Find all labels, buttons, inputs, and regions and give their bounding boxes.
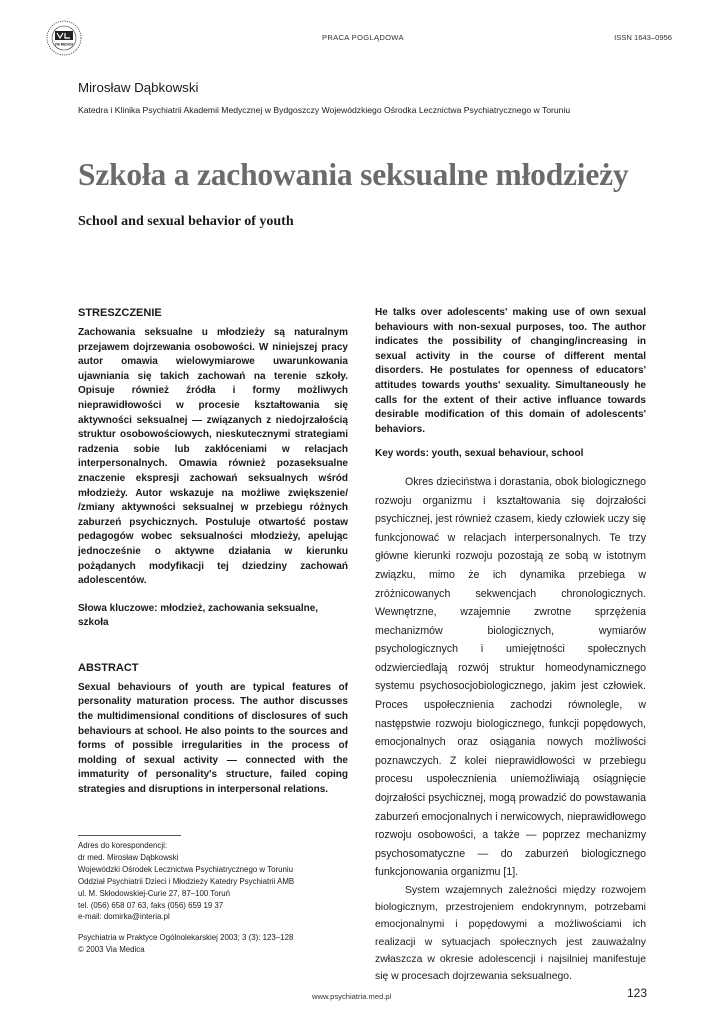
correspondence-block bbox=[78, 840, 348, 923]
correspondence-phone: tel. (056) 658 07 63, faks (056) 659 19 37 bbox=[78, 900, 224, 910]
abstract-text-right: He talks over adolescents' making use of own sexual behaviours with non-sexual purposes, too. The author indicates the possibility of changing/increasing in sexual activity in the course of different mental disorders. He postulates for openness of educators' attitudes towards youths' sexuality. Simultaneously he calls for the extent of their active influance towards desirable modification of this domain of adolescents' behaviors. bbox=[375, 307, 646, 435]
via-medica-logo bbox=[46, 20, 82, 56]
copyright: © 2003 Via Medica bbox=[78, 944, 145, 954]
right-column bbox=[375, 306, 646, 985]
left-column bbox=[78, 306, 348, 798]
citation-block bbox=[78, 932, 348, 956]
correspondence-department: Oddział Psychiatrii Dzieci i Młodzieży Katedry Psychiatrii AMB bbox=[78, 876, 295, 886]
footer-url[interactable]: www.psychiatria.med.pl bbox=[312, 992, 392, 1001]
body-paragraph-1: Okres dzieciństwa i dorastania, obok biologicznego rozwoju organizmu i kształtowania się dojrzałości psychicznej, jest również czasem, kiedy człowiek uczy się funkcjonować w relacjach interpersonalnych. Te trzy główne kierunki rozwoju pozostają ze sobą w istotnym związku, mimo że ich dynamika przebiega w zróżnicowanych sekwencjach chronologicznych. Wewnętrzne, wzajemnie zwrotne sprzężenia mechanizmów biologicznych, wymiarów psychologicznych i umiejętności społecznych odzwierciedlają rozwój struktur homeodynamicznego systemu psychosocjobiologicznego, jakim jest człowiek. Proces uspołecznienia zachodzi równolegle, w następstwie rozwoju biologicznego, funkcji popędowych, emocjonalnych oraz osiągania nowych możliwości poznawczych. Z kolei nieprawidłowości w przebiegu procesu uspołecznienia uniemożliwiają osiągnięcie dojrzałości psychicznej, mogą prowadzić do powstawania zaburzeń emocjonalnych i nerwicowych, nieprawidłowego rozwoju osobowości, a także — poprzez mechanizmy psychosomatyczne — do zaburzeń biologicznego funkcjonowania organizmu [1]. bbox=[375, 475, 646, 879]
streszczenie-heading: STRESZCZENIE bbox=[78, 307, 162, 319]
issn: ISSN 1643–0956 bbox=[614, 33, 672, 42]
footnote-rule bbox=[78, 835, 181, 836]
streszczenie-keywords: Słowa kluczowe: młodzież, zachowania seksualne, szkoła bbox=[78, 602, 319, 629]
page-number: 123 bbox=[626, 986, 647, 1000]
correspondence-email[interactable]: e-mail: domirka@interia.pl bbox=[78, 912, 170, 922]
body-paragraph-2: System wzajemnych zależności między rozwojem biologicznym, przestrojeniem endokrynnym, potrzebami emocjonalnymi i popędowymi a możliwościami ich realizacji w sytuacjach społecznych jest zauważalny zwłaszcza w okresie adolescencji i najsilniej manifestuje się w procesach dojrzewania seksualnego. bbox=[375, 885, 646, 983]
logo-text: VIA MEDICA bbox=[54, 42, 74, 47]
author-affiliation: Katedra i Klinika Psychiatrii Akademii Medycznej w Bydgoszczy Wojewódzkiego Ośrodka Lecznictwa Psychiatrycznego w Toruniu bbox=[78, 105, 571, 115]
correspondence-label: Adres do korespondencji: bbox=[78, 841, 168, 850]
abstract-keywords: Key words: youth, sexual behaviour, school bbox=[375, 448, 584, 460]
article-subtitle: School and sexual behavior of youth bbox=[78, 214, 294, 229]
author-name: Mirosław Dąbkowski bbox=[78, 80, 199, 95]
correspondence-institution: Wojewódzki Ośrodek Lecznictwa Psychiatrycznego w Toruniu bbox=[78, 864, 294, 874]
abstract-heading: ABSTRACT bbox=[78, 661, 139, 674]
streszczenie-text: Zachowania seksualne u młodzieży są naturalnym przejawem dojrzewania osobowości. W niniejszej pracy autor omawia wielowymiarowe uwarunkowania ujawniania się takich zachowań na terenie szkoły. Opisuje również źródła i formy możliwych nieprawidłowości w procesie kształtowania się aktywności seksualnej — związanych z niedojrzałością struktur osobowościowych, nieskutecznymi strategiami radzenia sobie lub zakłóceniami w relacjach interpersonalnych. Omawia również pozaseksualne znaczenie ekspresji zachowań seksualnych wśród młodzieży. Autor wskazuje na możliwe zwiększenie/ /zmiany aktywności seksualnej w przebiegu różnych zaburzeń psychicznych. Postuluje otwartość postaw pedagogów wobec seksualności młodzieży, apelując jednocześnie o aktywne działania w kierunku pożądanych modyfikacji tej dziedziny zachowań adolescentów. bbox=[78, 327, 348, 587]
correspondence-name: dr med. Mirosław Dąbkowski bbox=[78, 852, 179, 862]
article-type: PRACA POGLĄDOWA bbox=[322, 33, 404, 42]
abstract-text-left: Sexual behaviours of youth are typical features of personality maturation process. The author discusses the multidimensional conditions of disclosures of such behaviours at school. He also points to the sources and forms of possible irregularities in the process of molding of sexual activity — connected with the immaturity of personality's structure, failed coping strategies and disruptions in interpersonal relations. bbox=[78, 681, 348, 796]
article-title: Szkoła a zachowania seksualne młodzieży bbox=[78, 157, 629, 192]
correspondence-address: ul. M. Skłodowskiej-Curie 27, 87–100 Toruń bbox=[78, 888, 231, 898]
journal-citation: Psychiatria w Praktyce Ogólnolekarskiej 2003; 3 (3): 123–128 bbox=[78, 933, 294, 942]
